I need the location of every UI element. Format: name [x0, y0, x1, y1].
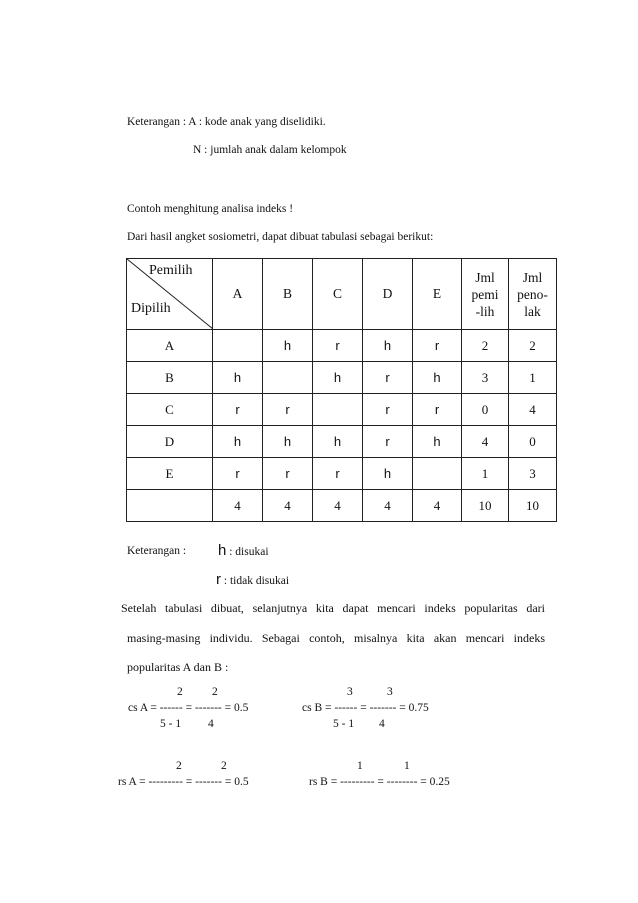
- pemilih-count: 0: [462, 394, 509, 426]
- corner-cell: [127, 259, 213, 330]
- col-header-jml-penolak: [509, 259, 557, 330]
- row-label: [127, 490, 213, 522]
- table-cell: r: [263, 394, 313, 426]
- total-pemilih: 10: [462, 490, 509, 522]
- table-cell: r: [363, 426, 413, 458]
- table-row: [127, 330, 557, 362]
- penolak-count: 1: [509, 362, 557, 394]
- jml-pemilih-line: -lih: [475, 303, 495, 319]
- row-label: E: [127, 458, 213, 490]
- col-header-a: A: [213, 259, 263, 330]
- csB-formula: cs B = ------ = ------- = 0.75: [302, 702, 429, 714]
- paragraph-line-1: Setelah tabulasi dibuat, selanjutnya kita dapat mencari indeks popularitas dari: [121, 601, 545, 615]
- col-header-e: E: [413, 259, 462, 330]
- col-header-jml-pemilih: [462, 259, 509, 330]
- pemilih-count: 4: [462, 426, 509, 458]
- table-cell: r: [263, 458, 313, 490]
- jml-pemilih-line: pemi: [471, 286, 499, 302]
- csA-num2: 2: [212, 686, 218, 698]
- total-cell: 4: [313, 490, 363, 522]
- table-cell: h: [263, 330, 313, 362]
- table-cell: r: [413, 330, 462, 362]
- table-row: [127, 362, 557, 394]
- csA-den1: 5 - 1: [160, 718, 182, 730]
- table-cell: r: [313, 458, 363, 490]
- table-cell: h: [413, 426, 462, 458]
- corner-dipilih-label: Dipilih: [131, 301, 171, 316]
- legend-r-symbol: r: [216, 571, 221, 588]
- table-cell: r: [213, 458, 263, 490]
- paragraph-line-2: masing-masing individu. Sebagai contoh, misalnya kita akan mencari indeks: [127, 631, 545, 645]
- rsA-num2: 2: [221, 760, 227, 772]
- total-cell: 4: [263, 490, 313, 522]
- row-label: B: [127, 362, 213, 394]
- csB-den2: 4: [379, 718, 385, 730]
- totals-row: [127, 490, 557, 522]
- rsA-formula: rs A = --------- = ------- = 0.5: [118, 776, 249, 788]
- col-header-d: D: [363, 259, 413, 330]
- table-cell: r: [313, 330, 363, 362]
- rsB-num1: 1: [357, 760, 363, 772]
- csB-den1: 5 - 1: [333, 718, 355, 730]
- total-cell: 4: [213, 490, 263, 522]
- jml-penolak-line: lak: [524, 303, 541, 319]
- legend-r: [216, 571, 289, 588]
- table-cell: h: [213, 426, 263, 458]
- table-cell: [413, 458, 462, 490]
- table-cell: h: [213, 362, 263, 394]
- sociometry-table: [126, 258, 557, 522]
- table-cell: h: [363, 330, 413, 362]
- total-cell: 4: [363, 490, 413, 522]
- csB-num2: 3: [387, 686, 393, 698]
- table-cell: [213, 330, 263, 362]
- penolak-count: 3: [509, 458, 557, 490]
- table-header-row: [127, 259, 557, 330]
- intro-line-2: Dari hasil angket sosiometri, dapat dibuat tabulasi sebagai berikut:: [127, 231, 434, 243]
- intro-line-1: Contoh menghitung analisa indeks !: [127, 203, 294, 215]
- table-cell: [313, 394, 363, 426]
- pemilih-count: 1: [462, 458, 509, 490]
- table-row: [127, 394, 557, 426]
- rsB-num2: 1: [404, 760, 410, 772]
- table-cell: h: [413, 362, 462, 394]
- csA-den2: 4: [208, 718, 214, 730]
- table-cell: h: [263, 426, 313, 458]
- row-label: C: [127, 394, 213, 426]
- csA-num1: 2: [177, 686, 183, 698]
- jml-pemilih-line: Jml: [475, 269, 495, 285]
- note-line-1: Keterangan : A : kode anak yang diselidiki.: [127, 116, 326, 128]
- col-header-c: C: [313, 259, 363, 330]
- table-cell: r: [413, 394, 462, 426]
- rsA-num1: 2: [176, 760, 182, 772]
- table-cell: r: [363, 362, 413, 394]
- legend-r-text: : tidak disukai: [223, 575, 290, 587]
- csB-num1: 3: [347, 686, 353, 698]
- penolak-count: 0: [509, 426, 557, 458]
- jml-penolak-line: peno-: [517, 286, 548, 302]
- note-line-2: N : jumlah anak dalam kelompok: [193, 144, 347, 156]
- corner-pemilih-label: Pemilih: [149, 263, 193, 278]
- penolak-count: 4: [509, 394, 557, 426]
- total-penolak: 10: [509, 490, 557, 522]
- penolak-count: 2: [509, 330, 557, 362]
- legend-h-symbol: h: [218, 542, 227, 559]
- table-row: [127, 426, 557, 458]
- pemilih-count: 3: [462, 362, 509, 394]
- pemilih-count: 2: [462, 330, 509, 362]
- table-cell: [263, 362, 313, 394]
- col-header-b: B: [263, 259, 313, 330]
- table-cell: h: [313, 426, 363, 458]
- legend-h: [218, 542, 269, 559]
- legend-title: Keterangan :: [127, 545, 187, 557]
- table-cell: h: [313, 362, 363, 394]
- paragraph-line-3: popularitas A dan B :: [127, 660, 229, 674]
- table-cell: r: [213, 394, 263, 426]
- table-cell: h: [363, 458, 413, 490]
- legend-h-text: : disukai: [229, 546, 269, 558]
- jml-penolak-line: Jml: [522, 269, 543, 285]
- table-cell: r: [363, 394, 413, 426]
- csA-formula: cs A = ------ = ------- = 0.5: [128, 702, 249, 714]
- row-label: A: [127, 330, 213, 362]
- table-row: [127, 458, 557, 490]
- row-label: D: [127, 426, 213, 458]
- rsB-formula: rs B = --------- = -------- = 0.25: [309, 776, 450, 788]
- total-cell: 4: [413, 490, 462, 522]
